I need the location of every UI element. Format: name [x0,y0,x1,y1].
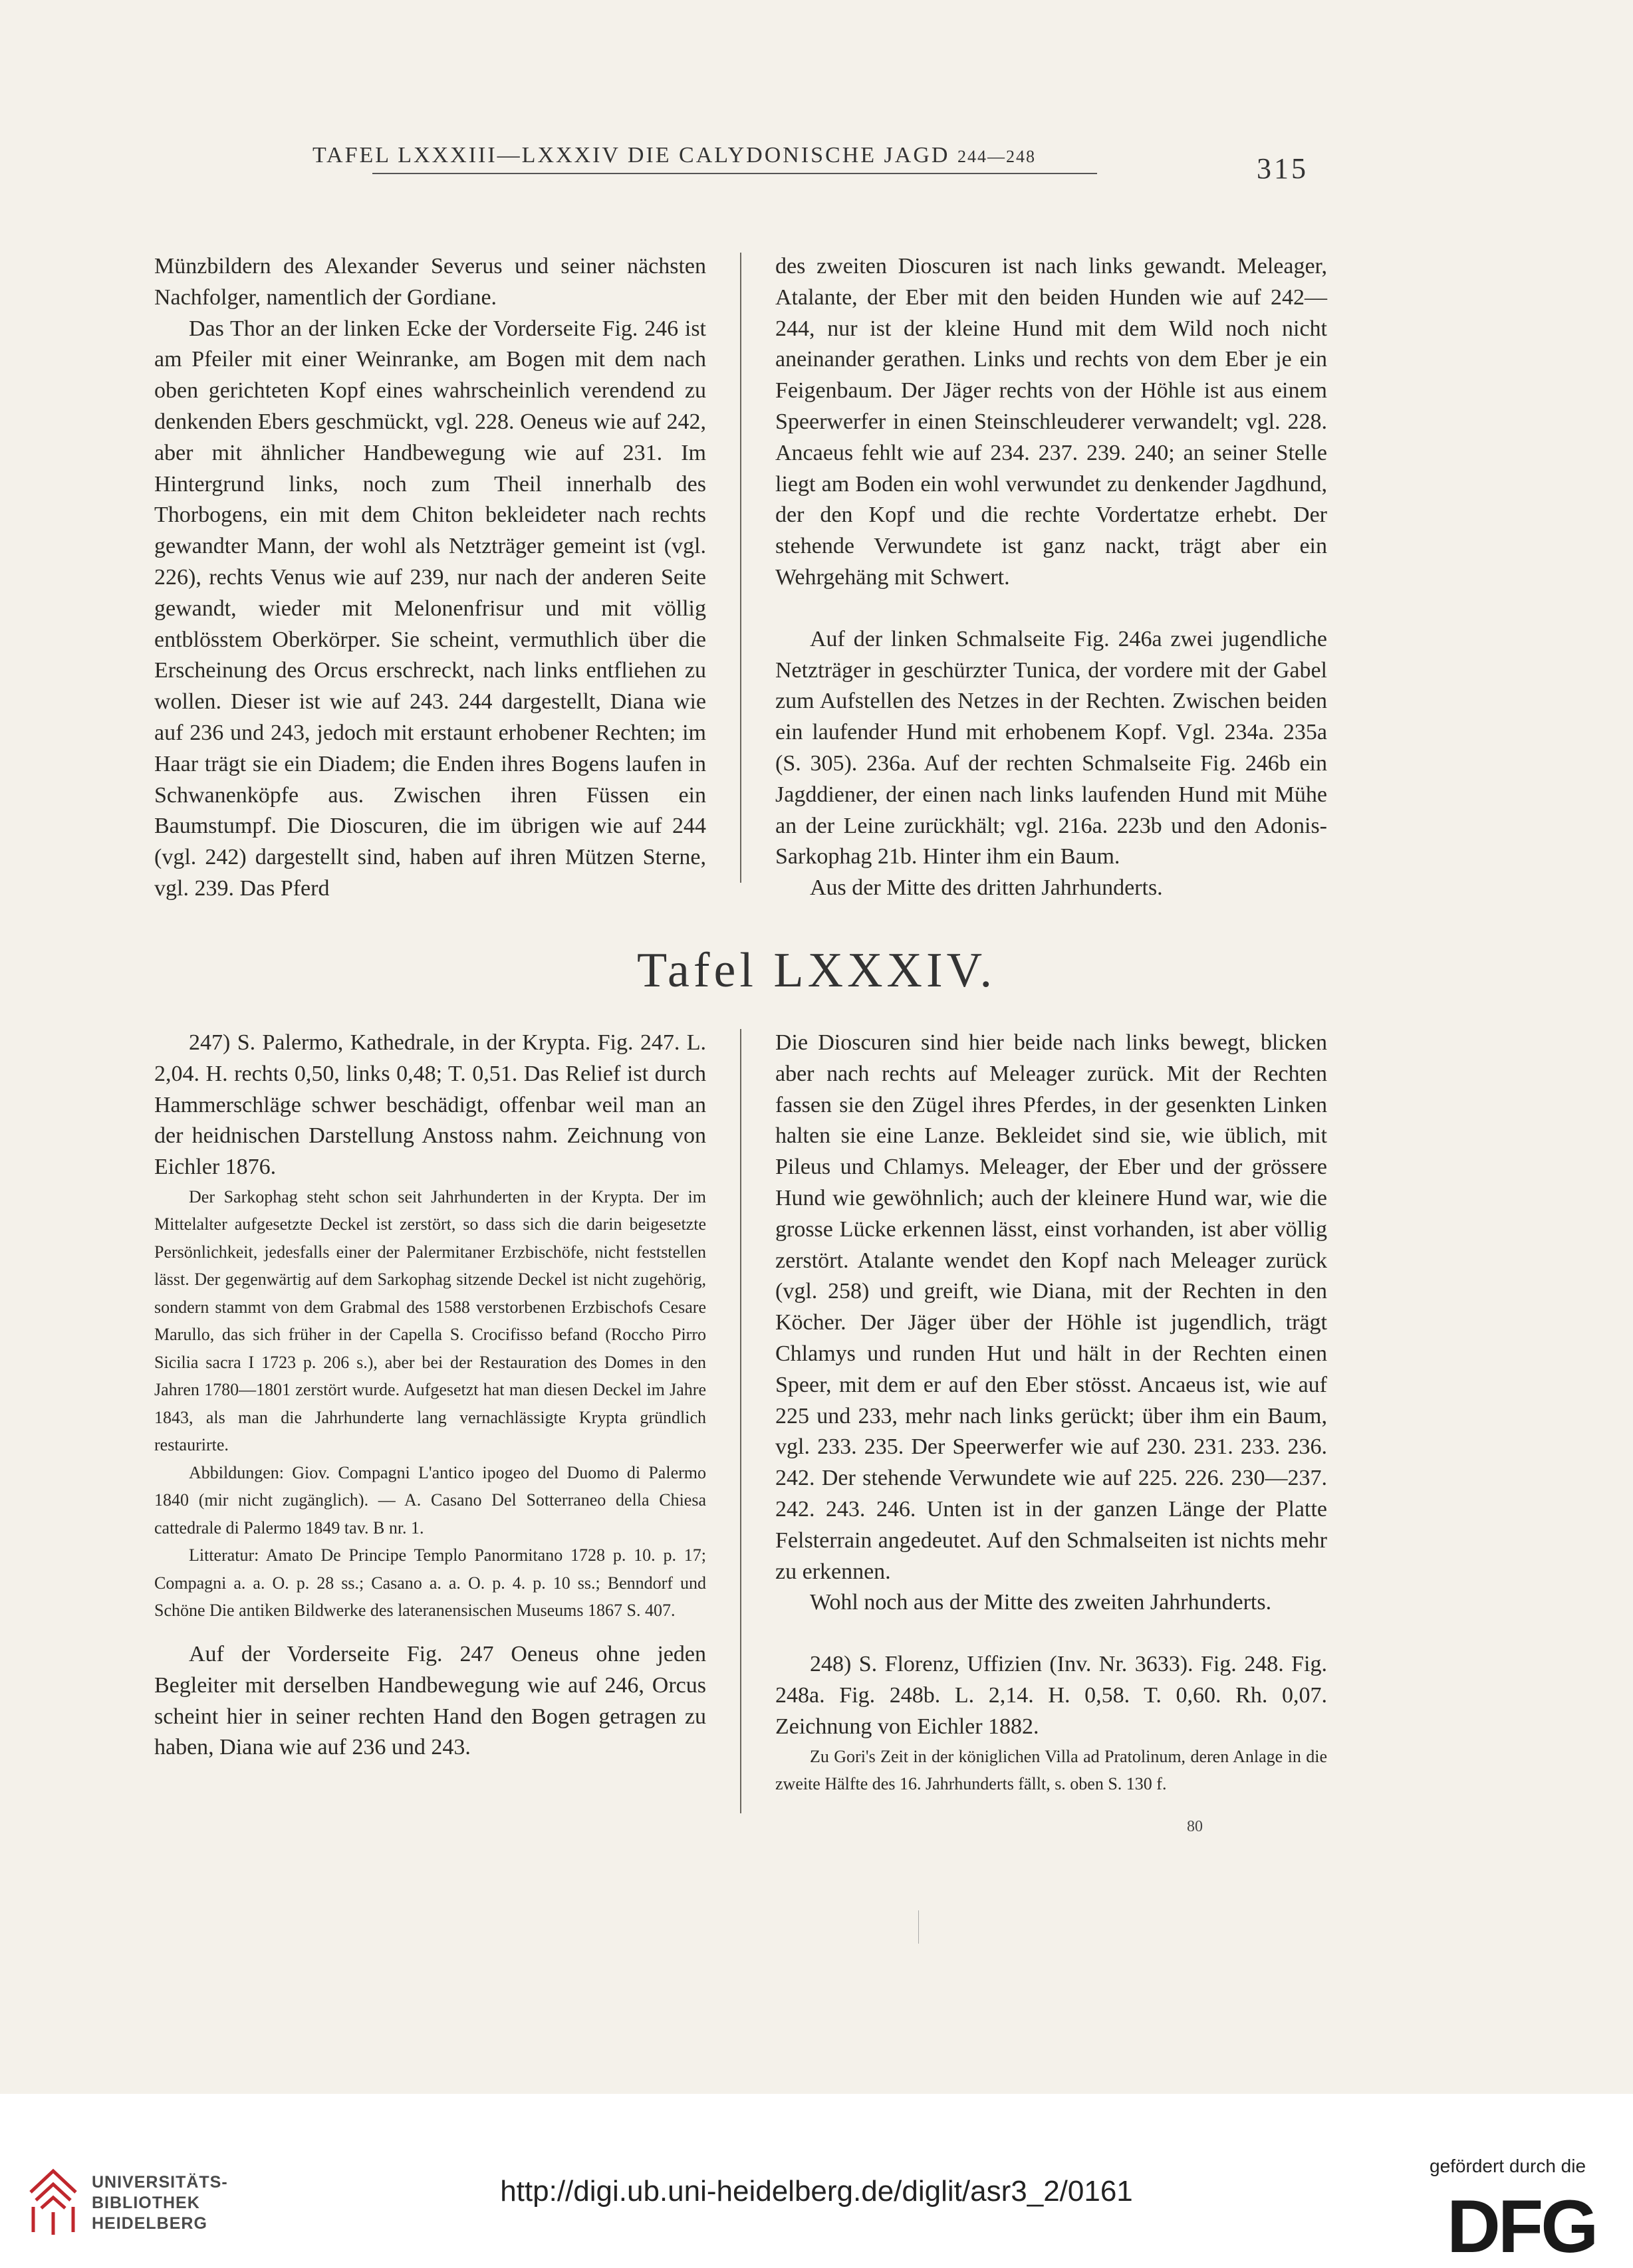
section2-left-column [154,1028,706,1763]
paragraph: Das Thor an der linken Ecke der Vorderseite Fig. 246 ist am Pfeiler mit einer Weinranke, am Bogen mit dem nach oben gerichteten Kopf eines wahrscheinlich verendend zu denkenden Ebers geschmückt, vgl. 228. Oeneus wie auf 242, aber mit ähnlicher Handbewegung wie auf 231. Im Hintergrund links, noch zum Theil innerhalb des Thorbogens, ein mit dem Chiton bekleideter nach rechts gewandter Mann, der wohl als Netzträger gemeint ist (vgl. 226), rechts Venus wie auf 239, nur nach der anderen Seite gewandt, wieder mit Melonenfrisur und mit völlig entblösstem Oberkörper. Sie scheint, vermuthlich über die Erscheinung des Orcus erschreckt, nach links entfliehen zu wollen. Dieser ist wie auf 243. 244 dargestellt, Diana wie auf 236 und 243, jedoch mit erstaunt erhobener Rechten; im Haar trägt sie ein Diadem; die Enden ihres Bogens laufen in Schwanenköpfe aus. Zwischen ihren Füssen ein Baumstumpf. Die Dioscuren, die im übrigen wie auf 244 (vgl. 242) dargestellt sind, haben auf ihren Mützen Sterne, vgl. 239. Das Pferd [154,316,706,901]
entry-247-header: 247) S. Palermo, Kathedrale, in der Krypta. Fig. 247. L. 2,04. H. rechts 0,50, links 0,48; T. 0,51. Das Relief ist durch Hammerschläge schwer beschädigt, offenbar weil man an der heidnischen Darstellung Anstoss nahm. Zeichnung von Eichler 1876. [154,1030,706,1180]
library-name-line: BIBLIOTHEK [92,2194,200,2212]
page-number: 315 [1257,152,1309,185]
entry-248-header: 248) S. Florenz, Uffizien (Inv. Nr. 3633). Fig. 248. Fig. 248a. Fig. 248b. L. 2,14. H. 0,58. T. 0,60. Rh. 0,07. Zeichnung von Eichler 1882. [775,1652,1327,1739]
dfg-logo [1443,2187,1616,2260]
paragraph: des zweiten Dioscuren ist nach links gewandt. Meleager, Atalante, der Eber mit den beiden Hunden wie auf 242—244, nur ist der kleine Hund mit dem Wild noch nicht aneinander gerathen. Links und rechts von dem Eber je ein Feigenbaum. Der Jäger rechts von der Höhle ist aus einem Speerwerfer in einen Steinschleuderer verwandelt; vgl. 228. Ancaeus fehlt wie auf 234. 237. 239. 240; an seiner Stelle liegt am Boden ein wohl verwundet zu denkender Jagdhund, der den Kopf und die rechte Vordertatze erhebt. Der stehende Verwundete ist ganz nackt, trägt aber ein Wehrgehäng mit Schwert. [775,254,1327,590]
entry-247-illustrations: Abbildungen: Giov. Compagni L'antico ipogeo del Duomo di Palermo 1840 (mir nicht zugänglich). — A. Casano Del Sotterraneo della Chiesa cattedrale di Palermo 1849 tav. B nr. 1. [154,1462,706,1537]
header-rule [372,173,1097,174]
entry-248-note: Zu Gori's Zeit in der königlichen Villa ad Pratolinum, deren Anlage in die zweite Hälfte des 16. Jahrhunderts fällt, s. oben S. 130 f. [775,1746,1327,1794]
section1-right-column [775,251,1327,904]
signature-mark: 80 [1187,1818,1203,1835]
page-mark [918,1910,919,1944]
permalink-url[interactable]: http://digi.ub.uni-heidelberg.de/diglit/asr3_2/0161 [500,2175,1133,2208]
section-heading: Tafel LXXXIV. [637,943,996,998]
library-name-line: UNIVERSITÄTS- [92,2173,228,2192]
entry-247-note: Der Sarkophag steht schon seit Jahrhunderten in der Krypta. Der im Mittelalter aufgesetzte Deckel ist zerstört, so dass sich die darin beigesetzte Persönlichkeit, jedesfalls einer der Palermitaner Erzbischöfe, nicht feststellen lässt. Der gegenwärtig auf dem Sarkophag sitzende Deckel ist nicht zugehörig, sondern stammt von dem Grabmal des 1588 verstorbenen Erzbischofs Cesare Marullo, das sich früher in der Capella S. Crocifisso befand (Roccho Pirro Sicilia sacra I 1723 p. 206 s.), aber bei der Restauration des Domes in den Jahren 1780—1801 zerstört wurde. Aufgesetzt hat man diesen Deckel im Jahre 1843, als man die Jahrhunderte lang vernachlässigte Krypta gründlich restaurirte. [154,1187,706,1455]
running-title-range: 244—248 [957,147,1036,166]
paragraph: Auf der linken Schmalseite Fig. 246a zwei jugendliche Netzträger in geschürzter Tunica, der vordere mit der Gabel zum Aufstellen des Netzes in der Rechten. Zwischen beiden ein laufender Hund mit erhobenem Kopf. Vgl. 234a. 235a (S. 305). 236a. Auf der rechten Schmalseite Fig. 246b ein Jagddiener, der einen nach links laufenden Hund mit Mühe an der Leine zurückhält; vgl. 216a. 223b und den Adonis-Sarkophag 21b. Hinter ihm ein Baum. [775,626,1327,869]
funded-by-text: gefördert durch die [1430,2156,1586,2176]
library-name-line: HEIDELBERG [92,2214,207,2233]
running-title [313,143,1217,168]
paragraph: Aus der Mitte des dritten Jahrhunderts. [810,875,1163,901]
column-divider [740,1029,741,1813]
section2-right-column [775,1028,1327,1798]
entry-247-continuation: Die Dioscuren sind hier beide nach links bewegt, blicken aber nach rechts auf Meleager zurück. Mit der Rechten fassen sie den Zügel ihres Pferdes, in der gesenkten Linken halten sie eine Lanze. Bekleidet sind sie, wie üblich, mit Pileus und Chlamys. Meleager, der Eber und der grössere Hund wie gewöhnlich; auch der kleinere Hund war, wie die grosse Lücke erkennen lässt, einst vorhanden, ist aber völlig zerstört. Atalante wendet den Kopf nach Meleager zurück (vgl. 258) und greift, wie Diana, mit der Rechten in den Köcher. Der Jäger über der Höhle ist jugendlich, trägt Chlamys und runden Hut und hält in der Rechten einen Speer, mit dem er auf den Eber stösst. Ancaeus ist, wie auf 225 und 233, mehr nach links gerückt; über ihm ein Baum, vgl. 233. 235. Der Speerwerfer wie auf 230. 231. 233. 236. 242. Der stehende Verwundete wie auf 225. 226. 230—237. 242. 243. 246. Unten ist in der ganzen Länge der Platte Felsterrain angedeutet. Auf den Schmalseiten ist nichts mehr zu erkennen. [775,1030,1327,1584]
running-title-text: TAFEL LXXXIII—LXXXIV DIE CALYDONISCHE JAGD [313,143,950,168]
entry-247-dating: Wohl noch aus der Mitte des zweiten Jahrhunderts. [810,1590,1272,1615]
digitization-footer [0,2094,1633,2268]
column-divider [740,253,741,883]
dfg-logo-text: DFG [1447,2187,1596,2260]
entry-247-literature: Litteratur: Amato De Principe Templo Panormitano 1728 p. 10. p. 17; Compagni a. a. O. p. 28 ss.; Casano a. a. O. p. 4. p. 10 ss.; Benndorf und Schöne Die antiken Bildwerke des lateranensischen Museums 1867 S. 407. [154,1545,706,1621]
paragraph: Münzbildern des Alexander Severus und seiner nächsten Nachfolger, namentlich der Gordiane. [154,254,706,310]
section1-left-column [154,251,706,905]
entry-247-description: Auf der Vorderseite Fig. 247 Oeneus ohne jeden Begleiter mit derselben Handbewegung wie auf 246, Orcus scheint hier in seiner rechten Hand den Bogen getragen zu haben, Diana wie auf 236 und 243. [154,1641,706,1760]
